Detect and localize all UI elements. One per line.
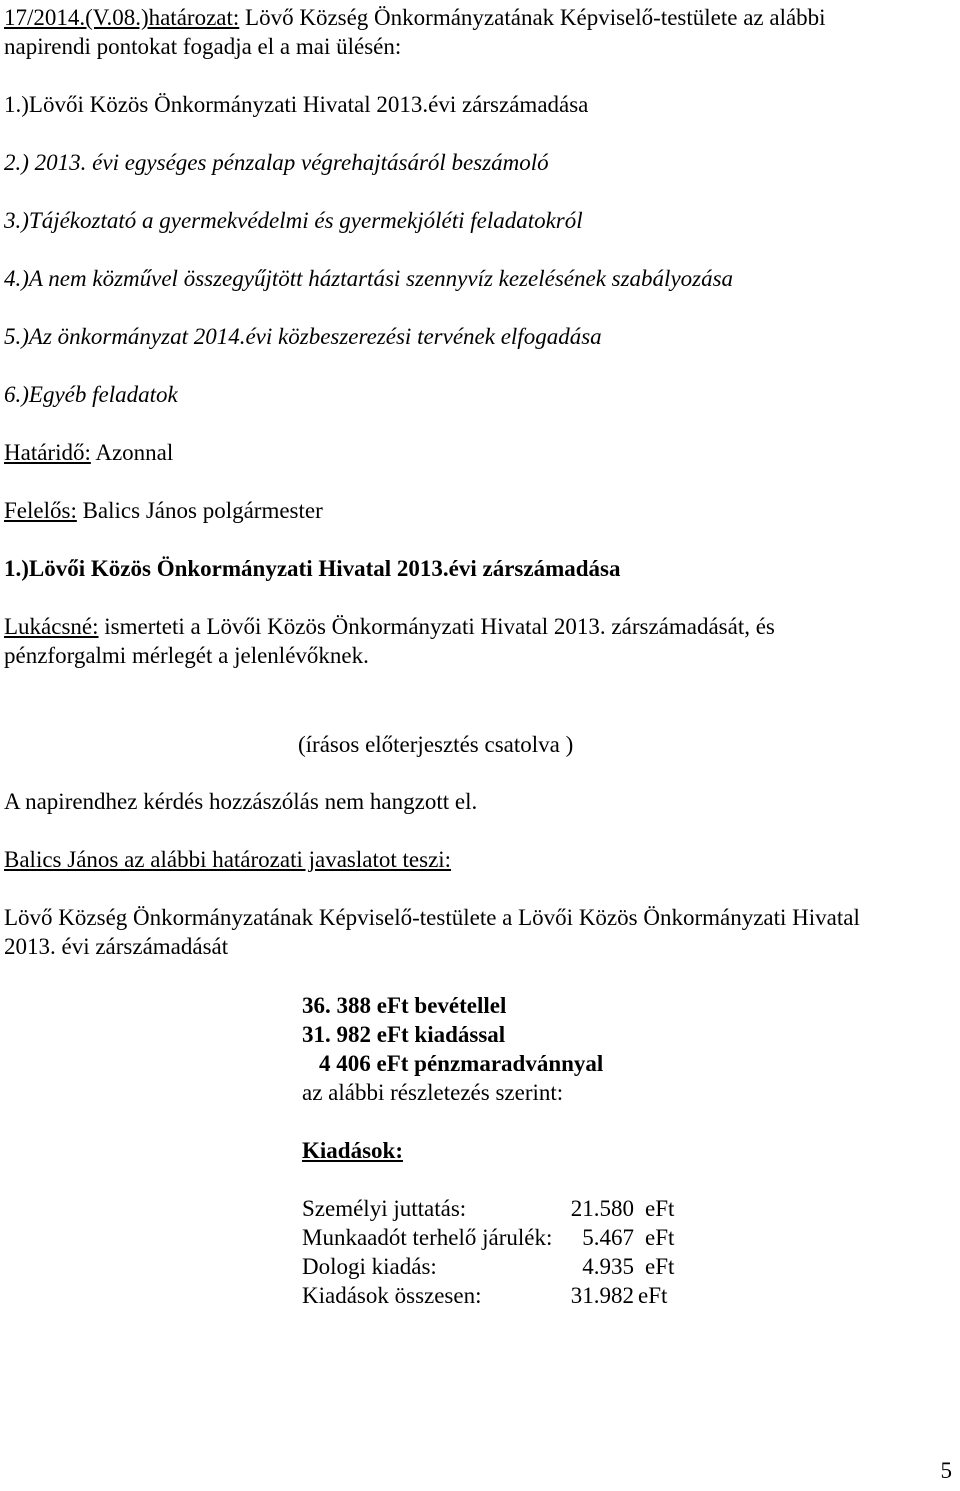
speaker-name: Lukácsné: (4, 614, 99, 639)
resolution-intro-line1 (4, 6, 826, 29)
section-text: ismerteti a Lövői Közös Önkormányzati Hivatal 2013. zárszámadását, és (98, 614, 775, 639)
expense-unit: eFt (645, 1225, 675, 1250)
expense-unit: eFt (638, 1283, 668, 1308)
expense-row (302, 1284, 667, 1307)
section-text-line1 (4, 615, 775, 638)
agenda-item-4: 4.)A nem közművel összegyűjtött háztartási szennyvíz kezelésének szabályozása (4, 266, 734, 291)
agenda-item-3: 3.)Tájékoztató a gyermekvédelmi és gyermekjóléti feladatokról (4, 208, 583, 233)
expense-row (302, 1197, 674, 1220)
responsible-line (4, 499, 323, 522)
deadline-line (4, 441, 173, 464)
responsible-label: Felelős: (4, 498, 77, 523)
expense-amount: 31.982 (570, 1283, 634, 1308)
expenses-heading: Kiadások: (302, 1138, 403, 1163)
total-revenue: 36. 388 eFt bevétellel (302, 993, 507, 1018)
agenda-item-5: 5.)Az önkormányzat 2014.évi közbeszerezési tervének elfogadása (4, 324, 602, 349)
total-remainder: 4 406 eFt pénzmaradvánnyal (319, 1051, 604, 1076)
expense-amount: 21.580 (570, 1196, 634, 1221)
deadline-label: Határidő: (4, 440, 91, 465)
proposal-line1: Lövő Község Önkormányzatának Képviselő-testülete a Lövői Közös Önkormányzati Hivatal (4, 905, 860, 930)
expense-label: Dologi kiadás: (302, 1254, 437, 1279)
agenda-item-6: 6.)Egyéb feladatok (4, 382, 178, 407)
section-text-line2: pénzforgalmi mérlegét a jelenlévőknek. (4, 643, 369, 668)
expense-row (302, 1226, 674, 1249)
agenda-item-1: 1.)Lövői Közös Önkormányzati Hivatal 2013.évi zárszámadása (4, 92, 589, 117)
no-questions-note: A napirendhez kérdés hozzászólás nem hangzott el. (4, 789, 478, 814)
responsible-value: Balics János polgármester (76, 498, 323, 523)
expense-label: Munkaadót terhelő járulék: (302, 1225, 553, 1250)
section-heading: 1.)Lövői Közös Önkormányzati Hivatal 2013.évi zárszámadása (4, 556, 621, 581)
expense-row (302, 1255, 674, 1278)
resolution-intro-text: Lövő Község Önkormányzatának Képviselő-testülete az alábbi (239, 5, 826, 30)
expense-unit: eFt (645, 1196, 675, 1221)
expense-label: Kiadások összesen: (302, 1283, 482, 1308)
expense-label: Személyi juttatás: (302, 1196, 467, 1221)
deadline-value: Azonnal (90, 440, 174, 465)
proposal-line2: 2013. évi zárszámadását (4, 934, 229, 959)
total-expense: 31. 982 eFt kiadással (302, 1022, 506, 1047)
expense-amount: 5.467 (582, 1225, 634, 1250)
resolution-id: 17/2014.(V.08.)határozat: (4, 5, 240, 30)
attachment-note: (írásos előterjesztés csatolva ) (298, 732, 574, 757)
expense-unit: eFt (645, 1254, 675, 1279)
page-number: 5 (940, 1458, 952, 1483)
proposal-intro: Balics János az alábbi határozati javaslatot teszi: (4, 847, 452, 872)
expense-amount: 4.935 (582, 1254, 634, 1279)
agenda-item-2: 2.) 2013. évi egységes pénzalap végrehajtásáról beszámoló (4, 150, 549, 175)
details-intro: az alábbi részletezés szerint: (302, 1080, 564, 1105)
resolution-intro-line2: napirendi pontokat fogadja el a mai ülésén: (4, 34, 402, 59)
